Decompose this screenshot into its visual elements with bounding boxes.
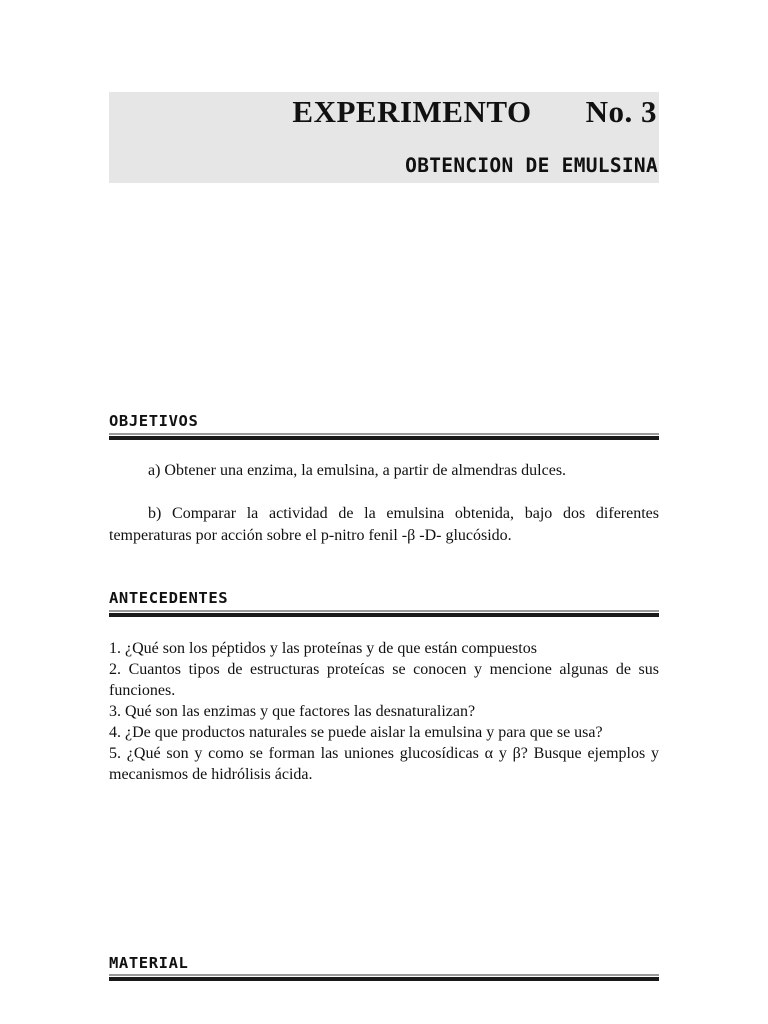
section-heading-objetivos: OBJETIVOS: [109, 412, 199, 430]
experiment-subtitle: OBTENCION DE EMULSINA: [405, 154, 658, 177]
list-item: 4. ¿De que productos naturales se puede aislar la emulsina y para que se usa?: [109, 724, 603, 741]
question-list: [109, 638, 659, 785]
list-item: 5. ¿Qué son y como se forman las uniones glucosídicas α y β? Busque ejemplos y mecanismos de hidrólisis ácida.: [109, 745, 659, 783]
experiment-title: [292, 94, 657, 130]
list-item: 3. Qué son las enzimas y que factores las desnaturalizan?: [109, 703, 476, 720]
experiment-number: No. 3: [585, 94, 657, 129]
objective-a: a) Obtener una enzima, la emulsina, a partir de almendras dulces.: [148, 462, 567, 479]
section-rule-objetivos: [109, 433, 659, 440]
title-banner: [109, 92, 659, 183]
experiment-title-text: EXPERIMENTO: [292, 94, 532, 129]
list-item: 1. ¿Qué son los péptidos y las proteínas y de que están compuestos: [109, 640, 537, 657]
list-item: 2. Cuantos tipos de estructuras proteícas se conocen y mencione algunas de sus funciones.: [109, 661, 659, 699]
section-rule-material: [109, 974, 659, 981]
objective-b: b) Comparar la actividad de la emulsina obtenida, bajo dos diferentes temperaturas por acción sobre el p-nitro fenil -β -D- glucósido.: [109, 505, 659, 544]
section-heading-antecedentes: ANTECEDENTES: [109, 589, 229, 607]
document-page: [109, 0, 659, 1024]
section-rule-antecedentes: [109, 610, 659, 617]
section-heading-material: MATERIAL: [109, 954, 189, 972]
